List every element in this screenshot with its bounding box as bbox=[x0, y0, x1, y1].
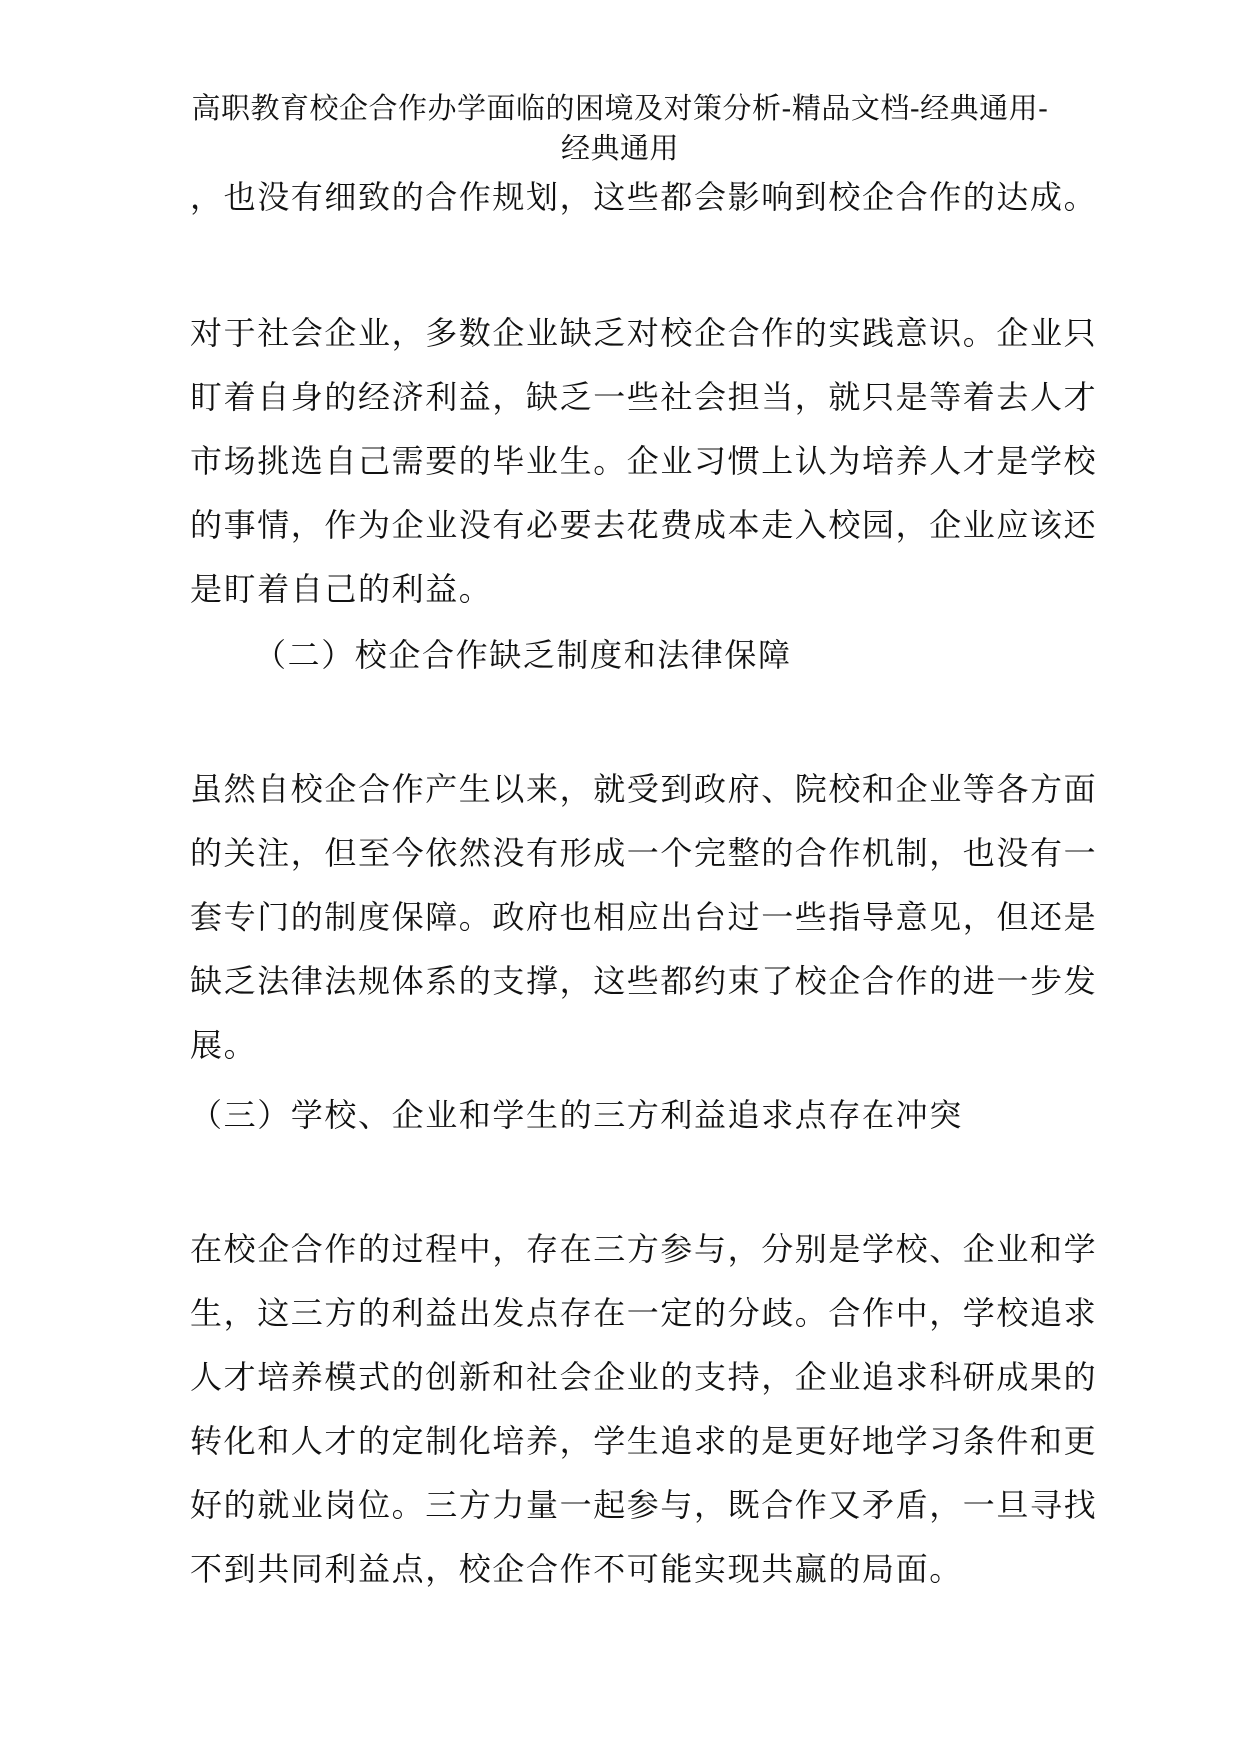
page-header bbox=[150, 88, 1090, 168]
text-line: 缺乏法律法规体系的支撑，这些都约束了校企合作的进一步发 bbox=[190, 962, 1098, 1000]
text-line: 是盯着自己的利益。 bbox=[190, 570, 493, 608]
text-line: 的关注，但至今依然没有形成一个完整的合作机制，也没有一 bbox=[190, 834, 1098, 872]
header-line-1: 高职教育校企合作办学面临的困境及对策分析-精品文档-经典通用- bbox=[191, 91, 1049, 125]
text-line: 展。 bbox=[190, 1026, 258, 1064]
section-heading: （三）学校、企业和学生的三方利益追求点存在冲突 bbox=[190, 1096, 963, 1134]
text-line: ，也没有细致的合作规划，这些都会影响到校企合作的达成。 bbox=[190, 178, 1098, 216]
text-line: 市场挑选自己需要的毕业生。企业习惯上认为培养人才是学校 bbox=[190, 442, 1098, 480]
text-line: 盯着自身的经济利益，缺乏一些社会担当，就只是等着去人才 bbox=[190, 378, 1098, 416]
text-line: 生，这三方的利益出发点存在一定的分歧。合作中，学校追求 bbox=[190, 1294, 1098, 1332]
section-heading: （二）校企合作缺乏制度和法律保障 bbox=[254, 636, 792, 674]
text-line: 好的就业岗位。三方力量一起参与，既合作又矛盾，一旦寻找 bbox=[190, 1486, 1098, 1524]
text-line: 套专门的制度保障。政府也相应出台过一些指导意见，但还是 bbox=[190, 898, 1098, 936]
text-line: 不到共同利益点，校企合作不可能实现共赢的局面。 bbox=[190, 1550, 963, 1588]
header-line-2: 经典通用 bbox=[560, 131, 679, 165]
text-line: 对于社会企业，多数企业缺乏对校企合作的实践意识。企业只 bbox=[190, 314, 1098, 352]
text-line: 转化和人才的定制化培养，学生追求的是更好地学习条件和更 bbox=[190, 1422, 1098, 1460]
text-line: 虽然自校企合作产生以来，就受到政府、院校和企业等各方面 bbox=[190, 770, 1098, 808]
text-line: 在校企合作的过程中，存在三方参与，分别是学校、企业和学 bbox=[190, 1230, 1098, 1268]
text-line: 人才培养模式的创新和社会企业的支持，企业追求科研成果的 bbox=[190, 1358, 1098, 1396]
text-line: 的事情，作为企业没有必要去花费成本走入校园，企业应该还 bbox=[190, 506, 1098, 544]
